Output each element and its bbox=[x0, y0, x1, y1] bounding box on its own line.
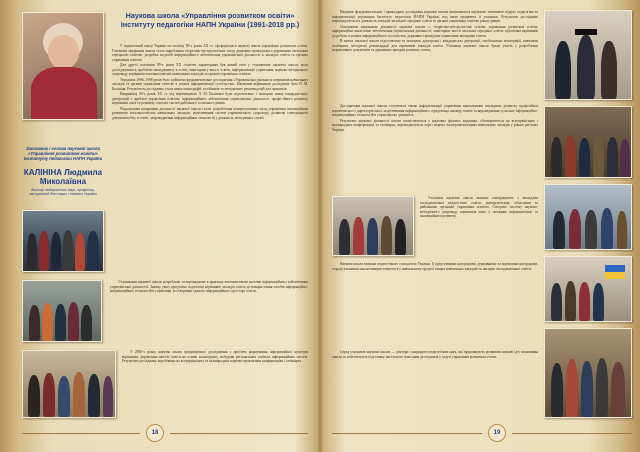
conference-photo bbox=[332, 196, 414, 256]
portrait-face bbox=[48, 35, 79, 69]
paragraph: Наприкінці 90-х років ХХ ст. під керівництвом Л. М. Калініної було підготовлено і захищено низку кандидатських дисертацій з проблем управління освітою, інформаційного забезпечення управлінської діяльності, професійного розвитку керівників шкіл та розвитку освітніх систем районного та міського рівнів. bbox=[112, 92, 308, 105]
paragraph: Подальшими напрямами діяльності наукової школи стали: розроблення концептуальних засад управління інноваційним розвитком загальноосвітніх навчальних закладів, моделювання систем управлінського супроводу, розвиток електронного документообігу в освіті, запровадження інформаційних технологій у діяльність методичних служб. bbox=[112, 106, 308, 120]
right-body-bottom bbox=[332, 262, 538, 350]
hall-photo bbox=[544, 106, 632, 178]
founder-role: доктор педагогічних наук, професор, заслужений діяч науки і техніки України bbox=[29, 188, 97, 197]
footer-line-right bbox=[332, 433, 482, 434]
right-page bbox=[322, 0, 640, 452]
paragraph: Наукова школа визнана педагогічною спільнотою України. Її представники нагороджені державними та відомчими нагородами, а праці учасників школи використовуються у навчальному процесі вищих навчальних закладів та закладів післядипломної освіти. bbox=[332, 262, 538, 271]
paragraph: Учасниками наукової школи розроблено та впроваджено в практику автоматизовані системи інформаційного забезпечення управлінської діяльності. Значну увагу приділено підготовці керівників закладів освіти до використання засобів інформаційно-комунікаційних технологій в управлінні та створення єдиного інформаційного простору освіти. bbox=[110, 280, 308, 293]
page-title: Наукова школа «Управління розвитком освіти» Інституту педагогіки НАПН України (1991-2018 рр.) bbox=[120, 11, 300, 29]
paragraph: В межах наукової школи підготовлено та захищено докторські і кандидатські дисертації, опубліковано монографії, навчальні посібники, методичні рекомендації для керівників закладів освіти. Учасники наукової школи брали участь у розробленні нормативних документів та державних програм розвитку освіти. bbox=[332, 39, 538, 52]
page-number-right: 19 bbox=[488, 424, 506, 442]
paragraph: Напрями фундаментальних і прикладних досліджень наукової школи визначаються науковою тематикою відділу педагогіки та інформатизації управління Інституту педагогіки НАПН України, над якою працюють її учасники. Результати досліджень впроваджуються в діяльність закладів загальної середньої освіти та органів управління освітою різних рівнів. bbox=[332, 10, 538, 23]
paragraph: У педагогічній науці України на початку 90-х років ХХ ст. сформувалася наукова школа управління розвитком освіти. Головним завданням школи стало вироблення теоретико-методологічних засад державно-громадського управління загальною середньою освітою, розробка моделей інформаційного забезпечення управлінської діяльності в закладах освіти та органах управління освітою. bbox=[112, 44, 308, 62]
portrait-caption: Засновник і голова наукової школи «Управління розвитком освіти» Інституту педагогіки НАПН України bbox=[23, 146, 103, 161]
left-body-top bbox=[112, 44, 308, 272]
meeting-photo bbox=[544, 184, 632, 250]
graduation-cap bbox=[575, 29, 597, 35]
paragraph: Серед учасників наукової школи — доктори і кандидати педагогічних наук, які продовжують розвивати наукові ідеї засновника школи та забезпечують підготовку наступного покоління дослідників у галузі управління розвитком освіти. bbox=[332, 350, 538, 359]
paragraph: Для другої половини 90-х років ХХ століття характерним був новий етап у становленні наукової школи, коли досліджувались проблеми менеджменту в освіті, моніторингу якості освіти, інформатизації управління, науково-методичного супроводу керівників загальноосвітніх навчальних закладів та органів управління освітою. bbox=[112, 63, 308, 76]
paragraph: Результати наукової діяльності школи висвітлюються у наукових фахових виданнях, обговорюються на всеукраїнських і міжнародних конференціях та семінарах, впроваджуються через мережу експериментальних навчальних закладів у різних регіонах України. bbox=[332, 118, 538, 132]
paragraph: Учасники наукової школи активно співпрацюють з закладами післядипломної педагогічної освіти, університетами, обласними та районними органами управління освітою. Створено систему науково-методичного супроводу керівників шкіл у питаннях інформатизації та інноваційного розвитку. bbox=[420, 196, 538, 218]
left-page bbox=[0, 0, 318, 452]
paragraph: У 2000-х роках наукова школа продовжувала дослідження з проблем формування інформаційної культури керівників, управління якістю освіти на основі моніторингу, побудови регіональних освітніх інформаційних систем. Результати досліджень апробовано на всеукраїнських та міжнародних науково-практичних конференціях і семінарах. bbox=[122, 350, 308, 363]
founder-portrait-photo bbox=[22, 12, 104, 120]
founder-name: КАЛІНІНА Людмила Миколаївна bbox=[23, 168, 103, 186]
flag-photo bbox=[544, 256, 632, 322]
footer-line-left-2 bbox=[170, 433, 308, 434]
left-body-bottom bbox=[110, 280, 308, 342]
paragraph: Дослідження наукової школи стосуються також інформатизації управління навчальними закладами, розвитку професійної компетентності директорів шкіл, моделювання інформаційного середовища закладу освіти та впровадження сучасних інформаційно-комунікаційних технологій в управлінську діяльність. bbox=[332, 104, 538, 117]
footer-line-right-2 bbox=[512, 433, 632, 434]
group-photo-3 bbox=[22, 350, 116, 418]
flag-blue bbox=[605, 265, 625, 272]
right-body-middle bbox=[332, 104, 538, 192]
right-body-end bbox=[332, 350, 538, 418]
group-photo-1 bbox=[22, 210, 104, 272]
portrait-dress bbox=[31, 67, 97, 120]
left-body-end bbox=[122, 350, 308, 418]
right-body-lower bbox=[420, 196, 538, 256]
group-photo-2 bbox=[22, 280, 102, 342]
paragraph: Упродовж 1996–1998 років було здійснено фундаментальне дослідження «Управлінська діяльність керівників навчальних закладів та органів управління освітою в умовах інформатизації суспільства». Науковим керівником досліджень була Л. М. Калініна. Результатом досліджень стала низка монографій, посібників та методичних рекомендацій для практиків. bbox=[112, 77, 308, 91]
footer-line-left bbox=[22, 433, 140, 434]
flag-yellow bbox=[605, 272, 625, 279]
paragraph: Основними напрямами діяльності наукової школи є: теоретико-методологічні основи управління розвитком освіти; інформаційно-аналітичне забезпечення управлінської діяльності; моніторинг якості загальної середньої освіти; підготовка керівників до роботи в умовах інформаційного суспільства; державно-громадське управління закладами освіти. bbox=[332, 24, 538, 38]
award-photo bbox=[544, 328, 632, 418]
right-body-top bbox=[332, 10, 538, 100]
page-number-left: 18 bbox=[146, 424, 164, 442]
graduation-photo bbox=[544, 10, 632, 100]
